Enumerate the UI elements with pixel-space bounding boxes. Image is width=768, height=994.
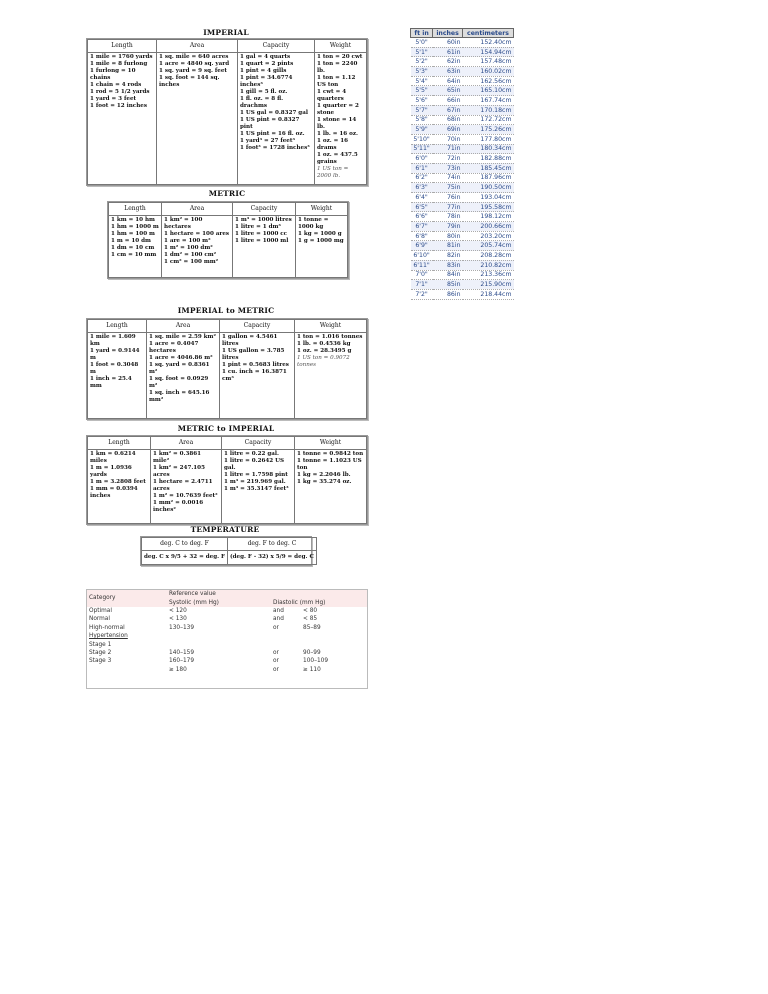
- height-row: [411, 222, 514, 232]
- imp-to-met-capacity-cell: [220, 333, 295, 419]
- conversion-line: 1 gal = 4 quarts: [240, 54, 291, 60]
- imperial-area-cell: [157, 53, 238, 185]
- conversion-line: 1 hm = 1000 m: [111, 223, 159, 230]
- height-cm: 215.90cm: [463, 280, 514, 290]
- header-length: Length: [109, 203, 162, 216]
- height-row: [411, 241, 514, 251]
- conversion-line: 1 m = 3.2808 feet: [90, 478, 146, 485]
- height-row: [411, 270, 514, 280]
- height-row: [411, 280, 514, 290]
- header-c-to-f: deg. C to deg. F: [142, 538, 228, 551]
- header-area: Area: [151, 437, 222, 450]
- metric-capacity-cell: [233, 216, 296, 278]
- bp-systolic: [167, 640, 271, 648]
- header-capacity: Capacity: [220, 320, 295, 333]
- height-cm: 154.94cm: [463, 47, 514, 57]
- height-table: [410, 28, 514, 300]
- height-row: [411, 231, 514, 241]
- header-capacity: Capacity: [222, 437, 295, 450]
- bp-category: Stage 3: [89, 658, 112, 665]
- bp-category: Stage 1: [89, 641, 112, 648]
- height-row: [411, 105, 514, 115]
- height-ft-in: 5'8": [411, 115, 433, 125]
- conversion-line: 1 ton = 20 cwt: [317, 54, 363, 60]
- height-inches: 82in: [433, 251, 463, 261]
- conversion-line: 1 lb. = 0.4536 kg: [297, 340, 351, 347]
- height-inches: 80in: [433, 231, 463, 241]
- height-ft-in: 5'1": [411, 47, 433, 57]
- conversion-line: 1 km² = 0.3861 mile²: [153, 451, 202, 464]
- blood-pressure-table: [86, 589, 368, 689]
- header-weight: Weight: [295, 320, 367, 333]
- header-area: Area: [162, 203, 233, 216]
- height-inches: 62in: [433, 57, 463, 67]
- height-cm: 200.66cm: [463, 222, 514, 232]
- height-inches: 77in: [433, 202, 463, 212]
- metric-title: METRIC: [208, 189, 246, 198]
- header-capacity: Capacity: [233, 203, 296, 216]
- header-f-to-c: deg. F to deg. C: [227, 538, 316, 551]
- bp-systolic: < 130: [169, 616, 187, 623]
- conversion-line: 1 kg = 1000 g: [298, 230, 342, 237]
- height-inches: 79in: [433, 222, 463, 232]
- height-cm: 165.10cm: [463, 86, 514, 96]
- conversion-line: 1 km² = 100 hectares: [164, 217, 203, 230]
- conversion-line: 1 m³ = 219.969 gal.: [224, 478, 286, 485]
- height-row: [411, 163, 514, 173]
- conversion-line: 1 litre = 0.22 gal.: [224, 451, 279, 457]
- height-cm: 193.04cm: [463, 193, 514, 203]
- height-inches: 69in: [433, 125, 463, 135]
- bp-diastolic: < 85: [303, 616, 318, 623]
- conversion-line: 1 pint = 4 gills: [240, 67, 287, 74]
- conversion-line: 1 oz. = 437.5 grains: [317, 151, 358, 165]
- height-ft-in: 6'6": [411, 212, 433, 222]
- conversion-line: 1 sq. mile = 640 acres: [159, 54, 229, 60]
- height-row: [411, 251, 514, 261]
- height-ft-in: 6'11": [411, 260, 433, 270]
- header-length: Length: [88, 40, 157, 53]
- bp-row: [87, 657, 367, 665]
- height-row: [411, 202, 514, 212]
- bp-diastolic: [301, 632, 367, 640]
- height-cm: 205.74cm: [463, 241, 514, 251]
- conversion-line: 1 quart = 2 pints: [240, 60, 294, 67]
- height-inches: 85in: [433, 280, 463, 290]
- height-ft-in: 6'1": [411, 163, 433, 173]
- bp-category: Stage 2: [89, 649, 112, 656]
- height-cm: 152.40cm: [463, 38, 514, 48]
- conversion-line: 1 ton = 1.016 tonnes: [297, 334, 363, 340]
- height-cm: 167.74cm: [463, 96, 514, 106]
- imperial-capacity-cell: [238, 53, 315, 185]
- met-to-imp-length-cell: [88, 450, 151, 524]
- conversion-line: 1 mm = 0.0394 inches: [90, 485, 138, 499]
- height-inches: 78in: [433, 212, 463, 222]
- header-ft-in: ft in: [411, 29, 433, 38]
- header-reference-value: Reference value: [169, 591, 216, 598]
- bp-diastolic: [301, 640, 367, 648]
- bp-conjunction: or: [273, 658, 279, 665]
- conversion-line: 1 US pint = 0.8327 pint: [240, 116, 300, 130]
- bp-category: Hypertension: [89, 633, 128, 640]
- conversion-line: 1 mile = 8 furlong: [90, 60, 148, 67]
- met-to-imp-title: METRIC to IMPERIAL: [177, 424, 275, 433]
- header-weight: Weight: [295, 437, 367, 450]
- imp-to-met-title: IMPERIAL to METRIC: [177, 306, 275, 315]
- bp-diastolic: < 80: [303, 607, 318, 614]
- height-inches: 70in: [433, 134, 463, 144]
- bp-conjunction: [271, 632, 301, 640]
- header-category: Category: [89, 595, 116, 602]
- header-weight: Weight: [296, 203, 348, 216]
- conversion-line: 1 sq. yard = 0.8361 m²: [149, 361, 210, 375]
- imp-to-met-area-cell: [147, 333, 220, 419]
- bp-diastolic: 90–99: [303, 649, 321, 656]
- conversion-line: 1 mile = 1760 yards: [90, 54, 153, 60]
- bp-row: [87, 615, 367, 623]
- header-centimeters: centimeters: [463, 29, 514, 38]
- conversion-line: 1 sq. mile = 2.59 km²: [149, 334, 216, 340]
- height-row: [411, 193, 514, 203]
- conversion-line: 1 tonne = 0.9842 ton: [297, 451, 364, 457]
- met-to-imp-weight-cell: [295, 450, 367, 524]
- conversion-line: 1 foot³ = 1728 inches³: [240, 144, 310, 151]
- height-ft-in: 6'9": [411, 241, 433, 251]
- conversion-line: 1 km = 10 hm: [111, 217, 155, 223]
- formula-f-to-c: (deg. F - 32) x 5/9 = deg. C: [227, 551, 316, 565]
- conversion-line: 1 cm = 10 mm: [111, 251, 157, 258]
- conversion-line: 1 acre = 4046.86 m²: [149, 354, 213, 361]
- height-row: [411, 115, 514, 125]
- bp-diastolic: ≥ 110: [303, 666, 321, 673]
- bp-systolic: 140–159: [169, 649, 195, 656]
- bp-row: [87, 624, 367, 632]
- header-weight: Weight: [315, 40, 367, 53]
- height-cm: 177.80cm: [463, 134, 514, 144]
- temperature-title: TEMPERATURE: [190, 525, 260, 534]
- conversion-line: 1 are = 100 m²: [164, 237, 211, 244]
- conversion-line: 1 km² = 247.105 acres: [153, 464, 205, 478]
- conversion-line: 1 pint = 0.5683 litres: [222, 361, 289, 368]
- header-area: Area: [147, 320, 220, 333]
- header-length: Length: [88, 320, 147, 333]
- bp-conjunction: or: [273, 666, 279, 673]
- height-inches: 84in: [433, 270, 463, 280]
- imperial-table: [86, 38, 368, 186]
- height-row: [411, 38, 514, 48]
- height-row: [411, 144, 514, 154]
- conversion-line: 1 cu. inch = 16.3871 cm³: [222, 368, 287, 382]
- metric-area-cell: [162, 216, 233, 278]
- height-row: [411, 125, 514, 135]
- height-ft-in: 5'0": [411, 38, 433, 48]
- imperial-weight-cell: [315, 53, 367, 185]
- header-systolic: Systolic (mm Hg): [169, 599, 219, 606]
- height-inches: 68in: [433, 115, 463, 125]
- conversion-line: 1 mile = 1.609 km: [90, 334, 136, 347]
- conversion-line: 1 kg = 2.2046 lb.: [297, 471, 351, 478]
- conversion-line: 1 cwt = 4 quarters: [317, 88, 347, 102]
- imperial-length-cell: [88, 53, 157, 185]
- conversion-line: 1 inch = 25.4 mm: [90, 375, 132, 389]
- conversion-line: 1 dm = 10 cm: [111, 244, 155, 251]
- conversion-line: 1 foot = 0.3048 m: [90, 361, 139, 375]
- height-row: [411, 212, 514, 222]
- header-area: Area: [157, 40, 238, 53]
- bp-category: Optimal: [89, 607, 112, 614]
- conversion-line: 1 gill = 5 fl. oz.: [240, 88, 288, 95]
- imp-to-met-weight-note: 1 US ton = 0.9072 tonnes: [297, 354, 350, 368]
- height-ft-in: 6'2": [411, 173, 433, 183]
- height-cm: 213.36cm: [463, 270, 514, 280]
- conversion-line: 1 dm² = 100 cm²: [164, 251, 217, 258]
- height-cm: 187.96cm: [463, 173, 514, 183]
- conversion-line: 1 yard = 3 feet: [90, 95, 137, 102]
- height-row: [411, 86, 514, 96]
- bp-conjunction: and: [273, 607, 284, 614]
- met-to-imp-capacity-cell: [222, 450, 295, 524]
- conversion-line: 1 cm² = 100 mm²: [164, 258, 219, 265]
- height-ft-in: 5'10": [411, 134, 433, 144]
- height-ft-in: 5'11": [411, 144, 433, 154]
- conversion-line: 1 m² = 10.7639 feet²: [153, 492, 218, 499]
- height-ft-in: 7'0": [411, 270, 433, 280]
- conversion-line: 1 US pint = 16 fl. oz.: [240, 130, 305, 137]
- height-inches: 81in: [433, 241, 463, 251]
- height-ft-in: 6'4": [411, 193, 433, 203]
- height-cm: 182.88cm: [463, 154, 514, 164]
- bp-diastolic: 100–109: [303, 658, 329, 665]
- conversion-line: 1 m = 1.0936 yards: [90, 464, 132, 478]
- bp-conjunction: [271, 640, 301, 648]
- conversion-line: 1 tonne = 1000 kg: [298, 217, 329, 230]
- conversion-line: 1 sq. foot = 144 sq. inches: [159, 74, 220, 88]
- bp-systolic: 160–179: [169, 658, 195, 665]
- metric-weight-cell: [296, 216, 348, 278]
- height-inches: 71in: [433, 144, 463, 154]
- height-inches: 73in: [433, 163, 463, 173]
- height-cm: 175.26cm: [463, 125, 514, 135]
- conversion-line: 1 litre = 1.7598 pint: [224, 471, 288, 478]
- height-row: [411, 57, 514, 67]
- height-row: [411, 260, 514, 270]
- conversion-line: 1 sq. inch = 645.16 mm²: [149, 389, 210, 403]
- conversion-line: 1 tonne = 1.1023 US ton: [297, 457, 362, 471]
- conversion-line: 1 m = 10 dm: [111, 237, 151, 244]
- bp-conjunction: and: [273, 616, 284, 623]
- conversion-line: 1 chain = 4 rods: [90, 81, 142, 88]
- bp-row: [87, 640, 367, 648]
- height-inches: 67in: [433, 105, 463, 115]
- conversion-line: 1 litre = 1000 ml: [235, 237, 289, 244]
- height-inches: 74in: [433, 173, 463, 183]
- conversion-line: 1 litre = 1 dm³: [235, 223, 281, 230]
- imp-to-met-table: [86, 318, 368, 420]
- height-row: [411, 96, 514, 106]
- conversion-line: 1 litre = 0.2642 US gal.: [224, 457, 285, 471]
- height-cm: 172.72cm: [463, 115, 514, 125]
- height-row: [411, 134, 514, 144]
- formula-c-to-f: deg. C x 9/5 + 32 = deg. F: [142, 551, 228, 565]
- height-inches: 66in: [433, 96, 463, 106]
- height-cm: 218.44cm: [463, 289, 514, 299]
- bp-systolic: < 120: [169, 607, 187, 614]
- imp-to-met-length-cell: [88, 333, 147, 419]
- height-inches: 72in: [433, 154, 463, 164]
- bp-conjunction: or: [273, 649, 279, 656]
- height-ft-in: 7'2": [411, 289, 433, 299]
- bp-row: [87, 666, 367, 674]
- conversion-line: 1 hectare = 2.4711 acres: [153, 478, 213, 492]
- conversion-line: 1 m³ = 35.3147 feet³: [224, 485, 289, 492]
- temperature-table: [140, 536, 312, 566]
- header-diastolic: Diastolic (mm Hg): [273, 599, 326, 606]
- conversion-line: 1 g = 1000 mg: [298, 237, 344, 244]
- height-inches: 64in: [433, 76, 463, 86]
- conversion-line: 1 oz. = 16 drams: [317, 137, 349, 151]
- height-inches: 86in: [433, 289, 463, 299]
- height-cm: 170.18cm: [463, 105, 514, 115]
- met-to-imp-table: [86, 435, 368, 525]
- bp-row: [87, 632, 367, 640]
- conversion-line: 1 hectare = 100 ares: [164, 230, 230, 237]
- bp-category: High-normal: [89, 624, 125, 631]
- bp-conjunction: or: [273, 624, 279, 631]
- height-row: [411, 154, 514, 164]
- bp-diastolic: 85–89: [303, 624, 321, 631]
- height-row: [411, 47, 514, 57]
- metric-length-cell: [109, 216, 162, 278]
- bp-category: Normal: [89, 616, 110, 623]
- height-cm: 185.45cm: [463, 163, 514, 173]
- imp-to-met-weight-cell: [295, 333, 367, 419]
- height-cm: 157.48cm: [463, 57, 514, 67]
- conversion-line: 1 acre = 4840 sq. yard: [159, 60, 230, 67]
- height-inches: 65in: [433, 86, 463, 96]
- height-cm: 195.58cm: [463, 202, 514, 212]
- height-cm: 180.34cm: [463, 144, 514, 154]
- conversion-line: 1 fl. oz. = 8 fl. drachms: [240, 95, 284, 109]
- imperial-weight-note: 1 US ton = 2000 lb.: [317, 165, 349, 179]
- conversion-line: 1 US gal = 0.8327 gal: [240, 109, 308, 116]
- header-inches: inches: [433, 29, 463, 38]
- height-cm: 210.82cm: [463, 260, 514, 270]
- height-ft-in: 6'10": [411, 251, 433, 261]
- height-cm: 203.20cm: [463, 231, 514, 241]
- height-ft-in: 5'5": [411, 86, 433, 96]
- bp-systolic: [167, 632, 271, 640]
- height-ft-in: 5'9": [411, 125, 433, 135]
- conversion-line: 1 m² = 100 dm²: [164, 244, 213, 251]
- conversion-line: 1 sq. yard = 9 sq. feet: [159, 67, 228, 74]
- bp-row: [87, 649, 367, 657]
- height-row: [411, 67, 514, 77]
- height-cm: 162.56cm: [463, 76, 514, 86]
- conversion-line: 1 gallon = 4.5461 litres: [222, 334, 278, 347]
- bp-systolic: 130–139: [169, 624, 195, 631]
- conversion-line: 1 ton = 2240 lb.: [317, 60, 358, 74]
- imperial-title: IMPERIAL: [203, 28, 249, 37]
- bp-category: [87, 666, 167, 674]
- height-ft-in: 6'7": [411, 222, 433, 232]
- height-ft-in: 7'1": [411, 280, 433, 290]
- conversion-line: 1 hm = 100 m: [111, 230, 155, 237]
- height-cm: 198.12cm: [463, 212, 514, 222]
- conversion-line: 1 m³ = 1000 litres: [235, 217, 292, 223]
- conversion-line: 1 furlong = 10 chains: [90, 67, 136, 81]
- bp-row: [87, 607, 367, 615]
- conversion-line: 1 mm² = 0.0016 inches²: [153, 499, 204, 513]
- height-row: [411, 76, 514, 86]
- height-ft-in: 5'6": [411, 96, 433, 106]
- conversion-line: 1 stone = 14 lb.: [317, 116, 357, 130]
- height-cm: 160.02cm: [463, 67, 514, 77]
- height-inches: 60in: [433, 38, 463, 48]
- conversion-line: 1 rod = 5 1/2 yards: [90, 88, 150, 95]
- conversion-line: 1 ton = 1.12 US ton: [317, 74, 356, 88]
- height-ft-in: 5'3": [411, 67, 433, 77]
- height-ft-in: 6'0": [411, 154, 433, 164]
- conversion-line: 1 yard = 0.9144 m: [90, 347, 140, 361]
- height-cm: 208.28cm: [463, 251, 514, 261]
- conversion-line: 1 pint = 34.6774 inches³: [240, 74, 293, 88]
- height-cm: 190.50cm: [463, 183, 514, 193]
- conversion-line: 1 oz. = 28.3495 g: [297, 347, 352, 354]
- height-inches: 61in: [433, 47, 463, 57]
- height-inches: 75in: [433, 183, 463, 193]
- conversion-line: 1 foot = 12 inches: [90, 102, 147, 109]
- height-row: [411, 173, 514, 183]
- conversion-line: 1 km = 0.6214 miles: [90, 451, 136, 464]
- conversion-line: 1 litre = 1000 cc: [235, 230, 288, 237]
- height-row: [411, 183, 514, 193]
- height-ft-in: 6'8": [411, 231, 433, 241]
- conversion-line: 1 yard³ = 27 feet³: [240, 137, 295, 144]
- height-ft-in: 5'2": [411, 57, 433, 67]
- metric-table: [107, 201, 349, 279]
- height-ft-in: 6'5": [411, 202, 433, 212]
- height-inches: 83in: [433, 260, 463, 270]
- height-row: [411, 289, 514, 299]
- bp-systolic: ≥ 180: [169, 666, 187, 673]
- header-length: Length: [88, 437, 151, 450]
- height-inches: 63in: [433, 67, 463, 77]
- conversion-line: 1 sq. foot = 0.0929 m²: [149, 375, 209, 389]
- height-ft-in: 5'4": [411, 76, 433, 86]
- height-inches: 76in: [433, 193, 463, 203]
- header-capacity: Capacity: [238, 40, 315, 53]
- height-ft-in: 6'3": [411, 183, 433, 193]
- height-ft-in: 5'7": [411, 105, 433, 115]
- conversion-line: 1 US gallon = 3.785 litres: [222, 347, 285, 361]
- conversion-line: 1 kg = 35.274 oz.: [297, 478, 352, 485]
- conversion-line: 1 quarter = 2 stone: [317, 102, 359, 116]
- conversion-line: 1 lb. = 16 oz.: [317, 130, 358, 137]
- conversion-line: 1 acre = 0.4047 hectares: [149, 340, 199, 354]
- met-to-imp-area-cell: [151, 450, 222, 524]
